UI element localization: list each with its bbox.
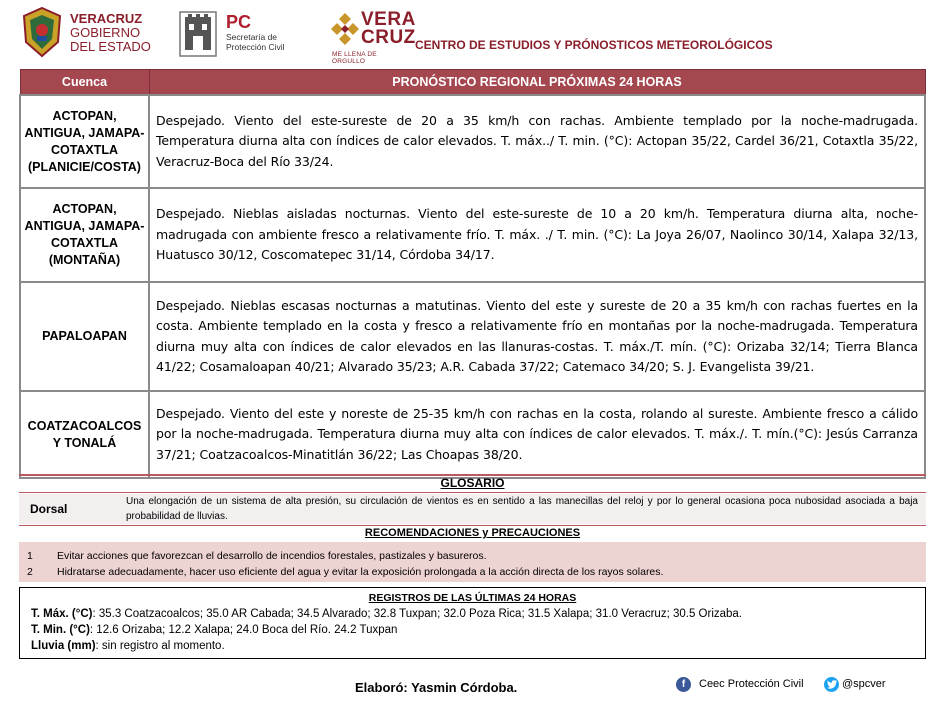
facebook-link[interactable]	[676, 676, 804, 692]
recommendations-box	[19, 542, 926, 582]
gobierno-veracruz-logo	[20, 6, 170, 58]
table-row	[20, 95, 925, 188]
rain-value: : sin registro al momento.	[95, 640, 225, 652]
basin-cell: COATZACOALCOS Y TONALÁ	[20, 391, 149, 478]
vera-line1: VERA	[361, 9, 416, 30]
forecast-cell: Despejado. Nieblas aisladas nocturnas. Viento del este-sureste de 10 a 20 km/h. Temperatura diurna alta, noche-madrugada con ambiente fresco a relativamente frío. T. máx. ./ T. min. (°C): La Joya 26/07, Naolinco 30/14, Xalapa 32/13, Huatusco 30/12, Coscomatepec 31/14, Córdoba 34/17.	[149, 188, 925, 282]
records-tmin	[31, 624, 397, 636]
recommendations-title: RECOMENDACIONES y PRECAUCIONES	[364, 527, 581, 539]
table-row	[20, 188, 925, 282]
forecast-table	[19, 69, 926, 479]
divider	[19, 492, 926, 493]
twitter-icon	[824, 677, 839, 692]
twitter-handle: @spcver	[842, 678, 886, 690]
pc-line1: Secretaría de	[226, 32, 278, 42]
glossary-term: Dorsal	[30, 502, 68, 516]
glossary-title: GLOSARIO	[440, 476, 505, 490]
forecast-cell: Despejado. Nieblas escasas nocturnas a matutinas. Viento del este y sureste de 20 a 35 km/h con rachas fuertes en la costa. Ambiente templado en la costa y fresco a relativamente frío en montañas por la noche-madrugada. Temperatura diurna muy alta con índices de calor elevados en las llanuras-costas. T. máx./T. mín. (°C): Orizaba 32/14; Tierra Blanca 41/22; Cosamaloapan 40/21; Alvarado 35/23; A.R. Cabada 37/22; Catemaco 34/20; S. J. Evangelista 39/21.	[149, 282, 925, 391]
divider	[19, 525, 926, 526]
center-title: CENTRO DE ESTUDIOS Y PRÓNOSTICOS METEOROLÓGICOS	[415, 38, 773, 52]
col-basin-header: Cuenca	[20, 70, 149, 96]
tmin-value: : 12.6 Orizaba; 12.2 Xalapa; 24.0 Boca del Río. 24.2 Tuxpan	[89, 624, 398, 636]
tmax-label: T. Máx. (°C)	[31, 608, 93, 620]
facebook-label: Ceec Protección Civil	[699, 678, 804, 690]
author-credit: Elaboró: Yasmin Córdoba.	[355, 680, 518, 695]
forecast-cell: Despejado. Viento del este-sureste de 20 a 35 km/h con rachas. Ambiente templado por la noche-madrugada. Temperatura diurna alta con índices de calor elevados. T. máx../ T. min. (°C): Actopan 35/22, Cardel 36/21, Cotaxtla 35/22, Veracruz-Boca del Río 33/24.	[149, 95, 925, 188]
facebook-icon: f	[676, 677, 691, 692]
table-row	[20, 282, 925, 391]
rain-label: Lluvia (mm)	[31, 640, 96, 652]
list-item-text: Hidratarse adecuadamente, hacer uso eficiente del agua y evitar la exposición prolongada a la acción directa de los rayos solares.	[57, 566, 664, 578]
list-item-number: 1	[27, 550, 33, 562]
vera-line2: CRUZ	[361, 27, 416, 48]
tmin-label: T. Min. (°C)	[31, 624, 90, 636]
basin-cell: PAPALOAPAN	[20, 282, 149, 391]
vera-tagline: ME LLENA DE ORGULLO	[332, 51, 377, 65]
pc-line2: Protección Civil	[226, 42, 285, 52]
gob-line1: VERACRUZ	[70, 11, 143, 26]
records-tmax	[31, 608, 742, 620]
coat-of-arms-icon	[20, 6, 64, 58]
records-rain	[31, 640, 225, 652]
records-title: REGISTROS DE LAS ÚLTIMAS 24 HORAS	[368, 592, 577, 604]
pc-title: PC	[226, 12, 252, 32]
glossary-definition: Una elongación de un sistema de alta presión, su circulación de vientos es en sentido a las manecillas del reloj y por lo general ocasiona poca nubosidad asociada a baja probabilidad de lluvias.	[126, 496, 918, 522]
tmax-value: : 35.3 Coatzacoalcos; 35.0 AR Cabada; 34.5 Alvarado; 32.8 Tuxpan; 32.0 Poza Rica; 31.5 Xalapa; 31.0 Veracruz; 30.5 Orizaba.	[92, 608, 742, 620]
veracruz-orgullo-logo	[331, 9, 416, 65]
forecast-header-row	[20, 70, 925, 96]
diamond-pattern-icon	[331, 13, 359, 47]
forecast-cell: Despejado. Viento del este y noreste de 25-35 km/h con rachas en la costa, rolando al sureste. Ambiente fresco a cálido por la noche-madrugada. Temperatura diurna muy alta con índices de calor elevados. T. máx./. T. mín.(°C): Jesús Carranza 37/21; Coatzacoalcos-Minatitlán 36/22; Las Choapas 38/20.	[149, 391, 925, 478]
gob-line2: GOBIERNO	[70, 25, 141, 40]
basin-cell: ACTOPAN, ANTIGUA, JAMAPA-COTAXTLA (MONTAÑA)	[20, 188, 149, 282]
list-item	[27, 566, 663, 578]
list-item	[27, 550, 487, 562]
basin-cell: ACTOPAN, ANTIGUA, JAMAPA-COTAXTLA (PLANICIE/COSTA)	[20, 95, 149, 188]
proteccion-civil-logo	[178, 10, 318, 58]
list-item-number: 2	[27, 566, 33, 578]
list-item-text: Evitar acciones que favorezcan el desarrollo de incendios forestales, pastizales y basureros.	[57, 550, 487, 562]
twitter-link[interactable]	[824, 676, 886, 692]
fortress-emblem-icon	[178, 10, 218, 58]
gob-line3: DEL ESTADO	[70, 39, 151, 54]
col-forecast-header: PRONÓSTICO REGIONAL PRÓXIMAS 24 HORAS	[149, 70, 925, 96]
table-row	[20, 391, 925, 478]
records-box	[19, 587, 926, 659]
